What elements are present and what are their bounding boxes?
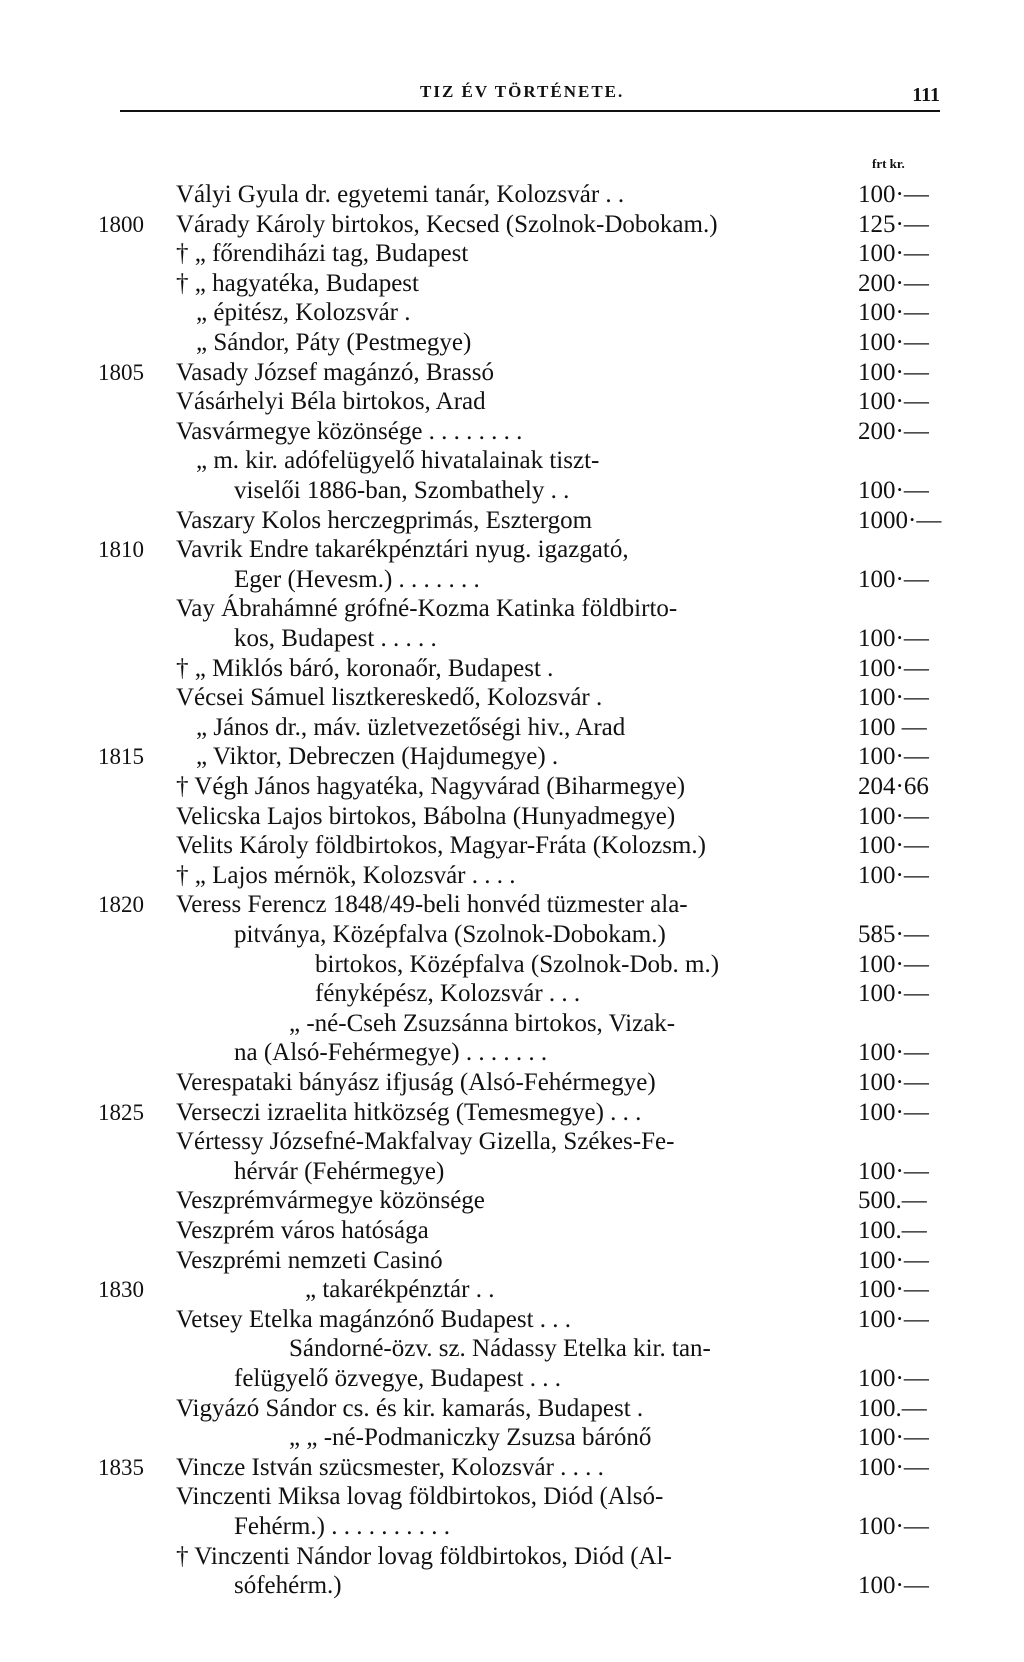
entry-amount: 100.— [858, 1217, 927, 1244]
entry-text: Veszprém város hatósága [176, 1217, 429, 1244]
entry-amount: 100·— [858, 329, 929, 356]
list-item [0, 565, 1024, 595]
entry-serial-number: 1800 [98, 211, 144, 237]
entry-amount: 100·— [858, 950, 929, 978]
list-item [0, 683, 1024, 713]
list-item [0, 1009, 1024, 1039]
entry-text: † „ hagyatéka, Budapest [176, 269, 419, 297]
entry-text: felügyelő özvegye, Budapest . . . [234, 1365, 561, 1392]
entry-amount: 100·— [858, 654, 929, 682]
entry-amount: 100·— [858, 832, 929, 860]
entry-serial-number: 1815 [98, 744, 144, 770]
entry-amount: 100·— [858, 802, 929, 830]
list-item [0, 1364, 1024, 1394]
entry-amount: 100·— [858, 1098, 929, 1126]
entry-text: Veress Ferencz 1848/49-beli honvéd tüzmester ala- [176, 891, 688, 919]
list-item [0, 890, 1024, 920]
entry-amount: 100·— [858, 1039, 929, 1067]
entry-amount: 125·— [858, 210, 929, 238]
list-item [0, 654, 1024, 684]
entry-amount: 100.— [858, 1394, 927, 1422]
list-item [0, 861, 1024, 891]
entry-amount: 100·— [858, 181, 929, 208]
entry-text: „ épitész, Kolozsvár . [196, 299, 411, 327]
entry-text: fényképész, Kolozsvár . . . [315, 980, 581, 1008]
list-item [0, 328, 1024, 358]
entry-amount: 200·— [858, 269, 929, 297]
list-item [0, 358, 1024, 388]
list-item [0, 624, 1024, 654]
entry-text: † „ Lajos mérnök, Kolozsvár . . . . [176, 861, 516, 889]
list-item [0, 1275, 1024, 1305]
entry-serial-number: 1805 [98, 359, 144, 385]
list-item [0, 831, 1024, 861]
entry-text: pitványa, Középfalva (Szolnok-Dobokam.) [234, 921, 666, 948]
entry-amount: 100·— [858, 1305, 929, 1333]
entry-text: hérvár (Fehérmegye) [234, 1157, 445, 1185]
entry-serial-number: 1835 [98, 1454, 144, 1480]
entry-text: „ János dr., máv. üzletvezetőségi hiv., Arad [196, 713, 626, 741]
entry-amount: 100·— [858, 1276, 929, 1304]
list-item [0, 1512, 1024, 1542]
entry-text: Várady Károly birtokos, Kecsed (Szolnok-Dobokam.) [176, 210, 718, 238]
list-item [0, 535, 1024, 565]
entry-text: Vinczenti Miksa lovag földbirtokos, Diód (Alsó- [176, 1483, 664, 1511]
column-heading-currency: frt kr. [872, 156, 905, 171]
entry-text: Velits Károly földbirtokos, Magyar-Fráta (Kolozsm.) [176, 832, 706, 860]
list-item [0, 1482, 1024, 1512]
list-item [0, 1334, 1024, 1364]
list-item [0, 1098, 1024, 1128]
entry-text: Vaszary Kolos herczegprimás, Esztergom [176, 506, 593, 534]
entry-text: Verespataki bányász ifjuság (Alsó-Fehérmegye) [176, 1069, 656, 1096]
entry-amount: 100·— [858, 1246, 929, 1274]
list-item [0, 1453, 1024, 1483]
entry-text: viselői 1886-ban, Szombathely . . [234, 477, 570, 504]
entry-text: Vay Ábrahámné grófné-Kozma Katinka földbirto- [176, 595, 678, 623]
list-item [0, 1127, 1024, 1157]
entry-serial-number: 1830 [98, 1277, 144, 1303]
entry-text: † Vinczenti Nándor lovag földbirtokos, Diód (Al- [176, 1542, 672, 1570]
entry-amount: 100 — [858, 713, 927, 741]
entry-amount: 100·— [858, 477, 929, 504]
entry-amount: 100·— [858, 861, 929, 889]
list-item [0, 742, 1024, 772]
list-item [0, 298, 1024, 328]
list-item [0, 802, 1024, 832]
entry-amount: 100·— [858, 1069, 929, 1096]
list-item [0, 1394, 1024, 1424]
entry-text: Vavrik Endre takarékpénztári nyug. igazgató, [176, 536, 629, 564]
list-item [0, 920, 1024, 950]
list-item [0, 1186, 1024, 1216]
list-item [0, 594, 1024, 624]
entry-amount: 100·— [858, 299, 929, 327]
entry-amount: 204·66 [858, 773, 929, 800]
entry-amount: 500.— [858, 1187, 927, 1215]
entry-text: Vértessy Józsefné-Makfalvay Gizella, Székes-Fe- [176, 1128, 675, 1156]
entry-text: „ -né-Cseh Zsuzsánna birtokos, Vizak- [289, 1009, 676, 1037]
entry-text: „ „ -né-Podmaniczky Zsuzsa bárónő [289, 1424, 652, 1452]
entry-amount: 100·— [858, 625, 929, 652]
entry-text: „ m. kir. adófelügyelő hivatalainak tiszt- [196, 447, 600, 475]
entry-text: Eger (Hevesm.) . . . . . . . [234, 565, 480, 593]
list-item [0, 387, 1024, 417]
list-item [0, 1216, 1024, 1246]
list-item [0, 210, 1024, 240]
entry-text: Vetsey Etelka magánzónő Budapest . . . [176, 1305, 572, 1333]
entry-text: „ Sándor, Páty (Pestmegye) [196, 329, 472, 356]
entry-amount: 100·— [858, 1424, 929, 1452]
entry-amount: 100·— [858, 358, 929, 386]
list-item [0, 269, 1024, 299]
entry-amount: 100·— [858, 684, 929, 712]
entry-amount: 100·— [858, 1572, 929, 1600]
entry-text: Vasvármegye közönsége . . . . . . . . [176, 417, 523, 445]
list-item [0, 506, 1024, 536]
entry-text: Vasady József magánzó, Brassó [176, 358, 494, 386]
list-item [0, 950, 1024, 980]
entry-amount: 585·— [858, 921, 929, 948]
list-item [0, 446, 1024, 476]
entry-text: † „ Miklós báró, koronaőr, Budapest . [176, 654, 554, 682]
list-item [0, 1423, 1024, 1453]
entry-amount: 100·— [858, 388, 929, 416]
entry-text: kos, Budapest . . . . . [234, 625, 437, 652]
list-item [0, 1542, 1024, 1572]
entry-text: Sándorné-özv. sz. Nádassy Etelka kir. tan- [289, 1335, 711, 1363]
entry-text: Vigyázó Sándor cs. és kir. kamarás, Budapest . [176, 1394, 644, 1422]
list-item [0, 239, 1024, 269]
entry-amount: 100·— [858, 1365, 929, 1392]
list-item [0, 1305, 1024, 1335]
entry-text: birtokos, Középfalva (Szolnok-Dob. m.) [315, 950, 720, 978]
entry-serial-number: 1810 [98, 537, 144, 563]
entry-amount: 100·— [858, 980, 929, 1008]
page-number: 111 [912, 84, 940, 106]
entry-text: † „ főrendiházi tag, Budapest [176, 240, 469, 268]
entry-text: † Végh János hagyatéka, Nagyvárad (Biharmegye) [176, 773, 686, 800]
entry-amount: 100·— [858, 1157, 929, 1185]
list-item [0, 417, 1024, 447]
entry-serial-number: 1825 [98, 1099, 144, 1125]
list-item [0, 476, 1024, 506]
entry-amount: 100·— [858, 240, 929, 268]
list-item [0, 1068, 1024, 1098]
entry-text: Vásárhelyi Béla birtokos, Arad [176, 388, 486, 416]
list-item [0, 180, 1024, 210]
list-item [0, 1246, 1024, 1276]
entry-amount: 100·— [858, 743, 929, 771]
entry-text: „ takarékpénztár . . [305, 1276, 495, 1304]
entry-text: Vincze István szücsmester, Kolozsvár . . . . [176, 1453, 604, 1481]
list-item [0, 1157, 1024, 1187]
entry-text: Fehérm.) . . . . . . . . . . [234, 1513, 450, 1540]
entry-text: Vályi Gyula dr. egyetemi tanár, Kolozsvár . . [176, 181, 625, 208]
entry-text: Vécsei Sámuel lisztkereskedő, Kolozsvár . [176, 684, 603, 712]
list-item [0, 1571, 1024, 1601]
entry-text: Verseczi izraelita hitközség (Temesmegye) . . . [176, 1098, 642, 1126]
entry-amount: 1000·— [858, 506, 942, 534]
entry-text: Velicska Lajos birtokos, Bábolna (Hunyadmegye) [176, 802, 676, 830]
entry-text: „ Viktor, Debreczen (Hajdumegye) . [196, 743, 559, 771]
entry-serial-number: 1820 [98, 892, 144, 918]
entry-text: Veszprémi nemzeti Casinó [176, 1246, 443, 1274]
entry-amount: 100·— [858, 565, 929, 593]
entry-amount: 100·— [858, 1513, 929, 1540]
entry-amount: 200·— [858, 417, 929, 445]
list-item [0, 713, 1024, 743]
list-item [0, 1038, 1024, 1068]
entry-text: sófehérm.) [234, 1572, 342, 1600]
entry-text: Veszprémvármegye közönsége [176, 1187, 485, 1215]
list-item [0, 979, 1024, 1009]
list-item [0, 772, 1024, 802]
running-title: TIZ ÉV TÖRTÉNETE. [420, 82, 625, 101]
entry-text: na (Alsó-Fehérmegye) . . . . . . . [234, 1039, 548, 1067]
entry-amount: 100·— [858, 1453, 929, 1481]
